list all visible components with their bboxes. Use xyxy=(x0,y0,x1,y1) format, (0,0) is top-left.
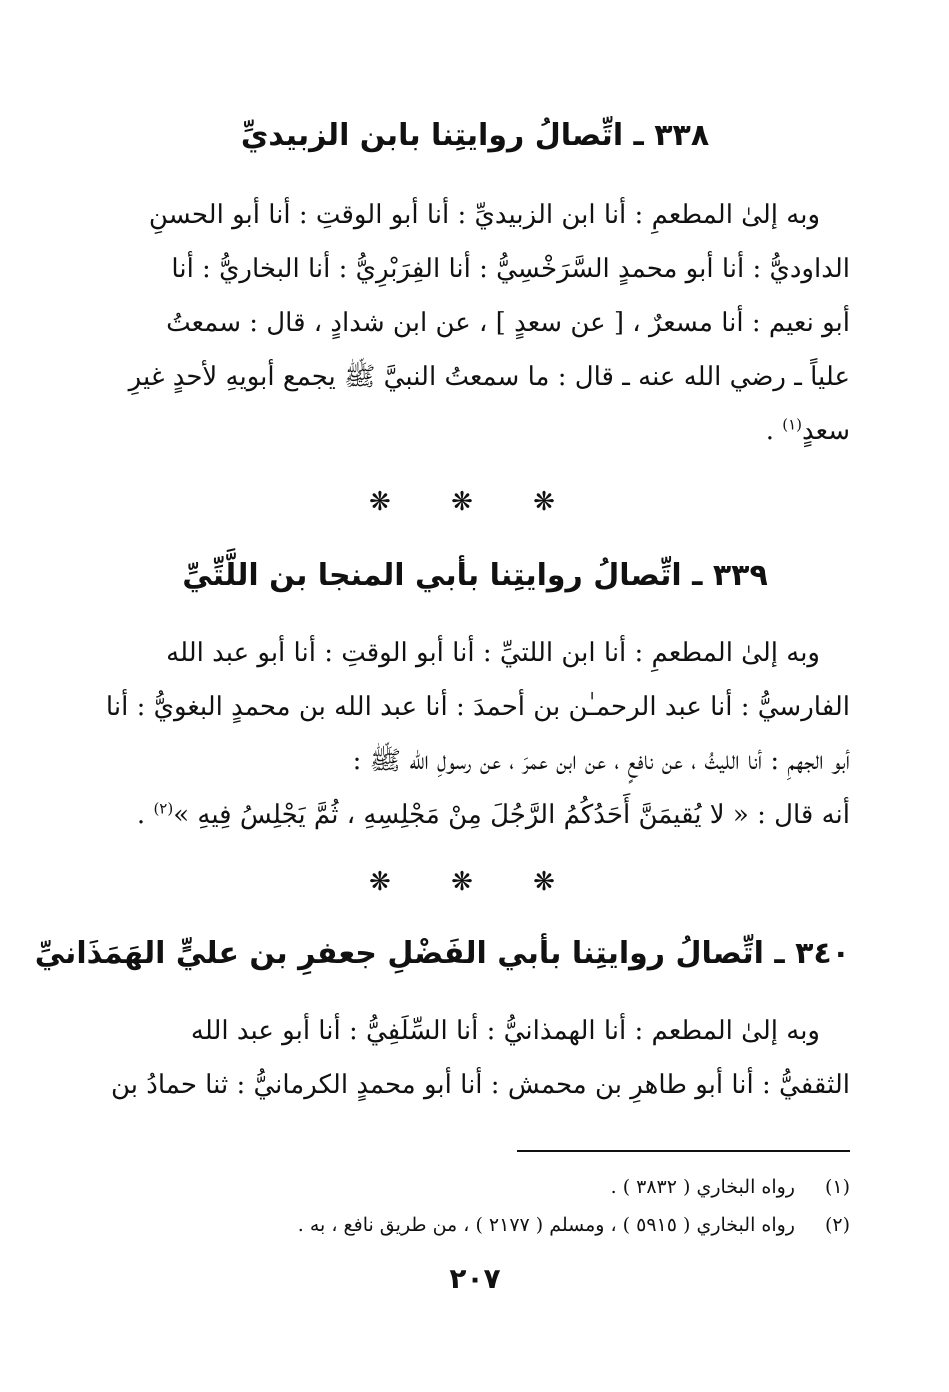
text-line: أبو نعيم : أنا مسعرٌ ، [ عن سعدٍ ] ، عن ابن شدادٍ ، قال : سمعتُ xyxy=(166,308,850,338)
text-line: وبه إلىٰ المطعم : أنا الهمذانيُّ : أنا السِّلَفِيُّ : أنا أبو عبد الله xyxy=(190,1016,820,1046)
text-line: الداوديُّ : أنا أبو محمدٍ السَّرَخْسِيُّ : أنا الفِرَبْرِيُّ : أنا البخاريُّ : أنا xyxy=(171,254,850,284)
text-line: وبه إلىٰ المطعمِ : أنا ابن الزبيديِّ : أنا أبو الوقتِ : أنا أبو الحسنِ xyxy=(148,200,820,230)
text-line: الثقفيُّ : أنا أبو طاهرِ بن محمش : أنا أبو محمدٍ الكرمانيُّ : ثنا حمادُ بن xyxy=(111,1070,850,1100)
footnote-item xyxy=(100,1168,850,1206)
footnote-ref-2: (٢) xyxy=(153,799,174,818)
section-body-340 xyxy=(100,1004,850,1112)
text-line-last xyxy=(100,788,850,842)
footnotes xyxy=(100,1168,850,1244)
sentence-end: . xyxy=(765,416,783,446)
sentence-end: . xyxy=(136,800,154,830)
section-heading-340: ٣٤٠ ـ اتِّصالُ روايتِنا بأبي الفَضْلِ جعفرِ بن عليٍّ الهَمَذَانيِّ xyxy=(34,936,850,971)
page-number: ٢٠٧ xyxy=(449,1262,501,1295)
footnote-text: رواه البخاري ( ٣٨٣٢ ) . xyxy=(610,1176,795,1198)
text-line: علياً ـ رضي الله عنه ـ قال : ما سمعتُ النبيَّ ﷺ يجمع أبويهِ لأحدٍ غيرِ xyxy=(128,362,850,392)
section-body-339 xyxy=(100,626,850,842)
section-body-338 xyxy=(100,188,850,458)
section-separator: ❋ ❋ ❋ xyxy=(369,487,581,517)
section-heading-339: ٣٣٩ ـ اتِّصالُ روايتِنا بأبي المنجا بن اللَّتِّيِّ xyxy=(182,558,768,593)
text-line: سعدٍ xyxy=(802,416,850,446)
footnote-number: (٢) xyxy=(824,1214,850,1236)
book-page xyxy=(34,0,850,1392)
footnote-number: (١) xyxy=(824,1176,850,1198)
text-line: أبو الجهمِ : أنا الليثُ ، عن نافعٍ ، عن ابن عمرَ ، عن رسولِ الله ﷺ : xyxy=(352,746,850,776)
section-heading-338: ٣٣٨ ـ اتِّصالُ روايتِنا بابن الزبيديِّ xyxy=(240,118,710,153)
footnote-divider xyxy=(517,1150,850,1152)
text-line: أنه قال : « لا يُقيمَنَّ أَحَدُكُمُ الرَّجُلَ مِنْ مَجْلِسِهِ ، ثُمَّ يَجْلِسُ فِيهِ » xyxy=(173,800,850,830)
footnote-item xyxy=(100,1206,850,1244)
text-line: الفارسيُّ : أنا عبد الرحمـٰن بن أحمدَ : أنا عبد الله بن محمدٍ البغويُّ : أنا xyxy=(105,692,850,722)
section-separator: ❋ ❋ ❋ xyxy=(369,867,581,897)
footnote-text: رواه البخاري ( ٥٩١٥ ) ، ومسلم ( ٢١٧٧ ) ، من طريق نافع ، به . xyxy=(297,1214,795,1236)
text-line-last xyxy=(100,404,850,458)
text-line: وبه إلىٰ المطعمِ : أنا ابن اللتيِّ : أنا أبو الوقتِ : أنا أبو عبد الله xyxy=(166,638,820,668)
footnote-ref-1: (١) xyxy=(782,415,803,434)
